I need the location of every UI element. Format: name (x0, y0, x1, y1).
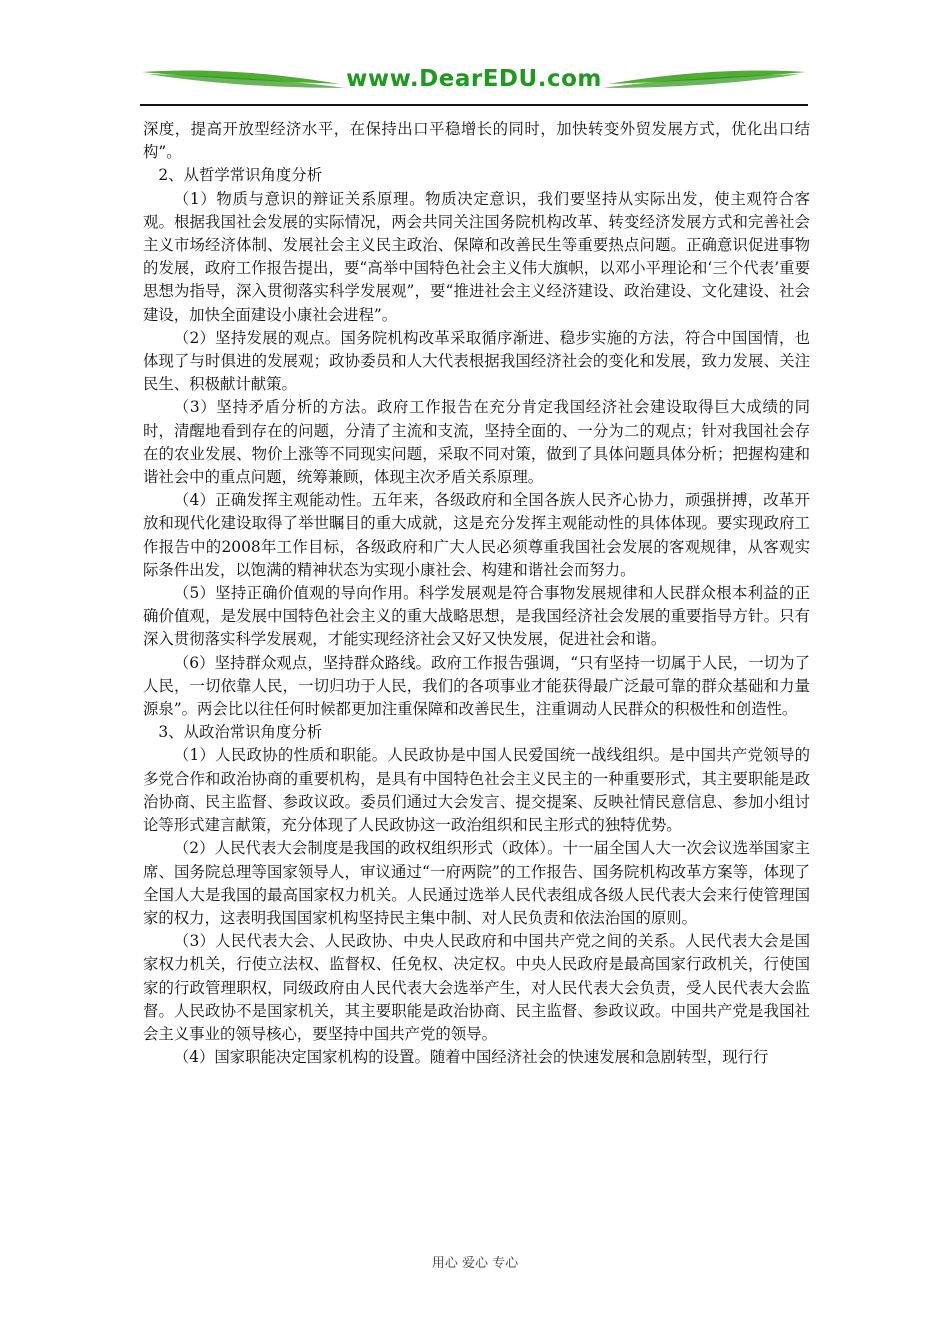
paragraph: （5）坚持正确价值观的导向作用。科学发展观是符合事物发展规律和人民群众根本利益的正确价值观，是发展中国特色社会主义的重大战略思想，是我国经济社会发展的重要指导方针。只有深入贯彻落实科学发展观，才能实现经济社会又好又快发展，促进社会和谐。 (143, 584, 810, 649)
section-heading: 2、从哲学常识角度分析 (158, 166, 323, 185)
paragraph: （1）人民政协的性质和职能。人民政协是中国人民爱国统一战线组织。是中国共产党领导的多党合作和政治协商的重要机构，是具有中国特色社会主义民主的一种重要形式，其主要职能是政治协商、民主监督、参政议政。委员们通过大会发言、提交提案、反映社情民意信息、参加小组讨论等形式建言献策，充分体现了人民政协这一政治组织和民主形式的独特优势。 (143, 746, 810, 835)
site-header (140, 58, 808, 104)
paragraph: （1）物质与意识的辩证关系原理。物质决定意识，我们要坚持从实际出发，使主观符合客观。根据我国社会发展的实际情况，两会共同关注国务院机构改革、转变经济发展方式和完善社会主义市场经济体制、发展社会主义民主政治、保障和改善民生等重要热点问题。正确意识促进事物的发展，政府工作报告提出，要“高举中国特色社会主义伟大旗帜，以邓小平理论和‘三个代表’重要思想为指导，深入贯彻落实科学发展观”，要“推进社会主义经济建设、政治建设、文化建设、社会建设，加快全面建设小康社会进程”。 (143, 189, 810, 324)
paragraph: 深度，提高开放型经济水平，在保持出口平稳增长的同时，加快转变外贸发展方式，优化出口结构”。 (143, 120, 810, 162)
document-body (143, 118, 810, 1069)
paragraph: （3）人民代表大会、人民政协、中央人民政府和中国共产党之间的关系。人民代表大会是国家权力机关，行使立法权、监督权、任免权、决定权。中央人民政府是最高国家行政机关，行使国家的行政管理职权，同级政府由人民代表大会选举产生，对人民代表大会负责，受人民代表大会监督。人民政协不是国家机关，其主要职能是政治协商、民主监督、参政议政。中国共产党是我国社会主义事业的领导核心，要坚持中国共产党的领导。 (143, 932, 810, 1043)
section-heading: 3、从政治常识角度分析 (158, 723, 323, 742)
site-url: www.DearEDU.com (346, 66, 602, 92)
header-divider (140, 104, 808, 106)
paragraph: （6）坚持群众观点，坚持群众路线。政府工作报告强调，“只有坚持一切属于人民，一切为了人民，一切依靠人民，一切归功于人民，我们的各项事业才能获得最广泛最可靠的群众基础和力量源泉”。两会比以往任何时候都更加注重保障和改善民生，注重调动人民群众的积极性和创造性。 (143, 653, 810, 719)
paragraph: （4）国家职能决定国家机构的设置。随着中国经济社会的快速发展和急剧转型，现行行 (173, 1048, 769, 1067)
paragraph: （4）正确发挥主观能动性。五年来，各级政府和全国各族人民齐心协力，顽强拼搏，改革开放和现代化建设取得了举世瞩目的重大成就，这是充分发挥主观能动性的具体体现。要实现政府工作报告中的2008年工作目标，各级政府和广大人民必须尊重我国社会发展的客观规律，从客观实际条件出发，以饱满的精神状态为实现小康社会、构建和谐社会而努力。 (143, 491, 810, 579)
paragraph: （2）人民代表大会制度是我国的政权组织形式（政体）。十一届全国人大一次会议选举国家主席、国务院总理等国家领导人，审议通过“一府两院”的工作报告、国务院机构改革方案等，体现了全国人大是我国的最高国家权力机关。人民通过选举人民代表组成各级人民代表大会来行使管理国家的权力，这表明我国国家机构坚持民主集中制、对人民负责和依法治国的原则。 (143, 839, 810, 927)
paragraph: （2）坚持发展的观点。国务院机构改革采取循序渐进、稳步实施的方法，符合中国国情，也体现了与时俱进的发展观；政协委员和人大代表根据我国经济社会的变化和发展，致力发展、关注民生、积极献计献策。 (143, 328, 810, 394)
page-footer: 用心 爱心 专心 (431, 1256, 519, 1271)
paragraph: （3）坚持矛盾分析的方法。政府工作报告在充分肯定我国经济社会建设取得巨大成绩的同时，清醒地看到存在的问题，分清了主流和支流，坚持全面的、一分为二的观点；针对我国社会存在的农业发展、物价上涨等不同现实问题，采取不同对策，做到了具体问题具体分析；把握构建和谐社会中的重点问题，统筹兼顾，体现主次矛盾关系原理。 (143, 398, 810, 487)
